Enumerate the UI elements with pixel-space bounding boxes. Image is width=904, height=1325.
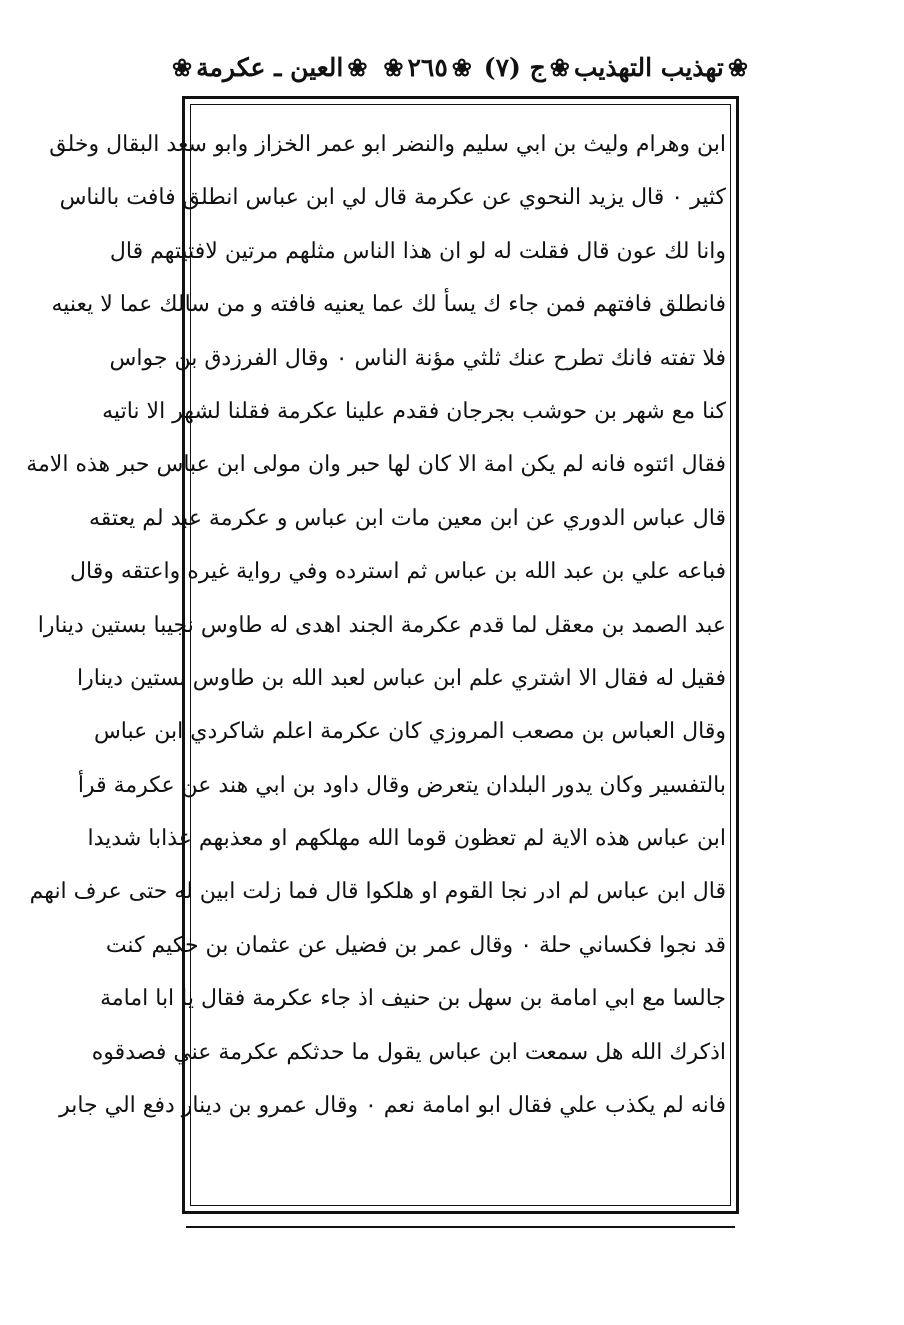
header-book-group [484,53,752,82]
text-line: فانه لم يكذب علي فقال ابو امامة نعم ٠ وقال عمرو بن دينار دفع الي جابر [59,1093,726,1119]
text-line: وقال العباس بن مصعب المروزي كان عكرمة اعلم شاكردي ابن عباس [93,719,726,745]
text-line: قال عباس الدوري عن ابن معين مات ابن عباس و عكرمة عبد لم يعتقه [89,505,726,531]
ornament-icon: ❀ [172,52,193,82]
book-title: تهذيب التهذيب [573,52,724,82]
text-line: فلا تفته فانك تطرح عنك ثلثي مؤنة الناس ٠ وقال الفرزدق بن جواس [109,345,726,371]
bottom-rule [186,1226,735,1228]
ornament-icon: ❀ [549,52,570,82]
text-line: فقال ائتوه فانه لم يكن امة الا كان لها حبر وان مولى ابن عباس حبر هذه الامة [26,452,726,478]
ornament-icon: ❀ [451,52,472,82]
text-line: فباعه علي بن عبد الله بن عباس ثم استرده وفي رواية غيره واعتقه وقال [70,559,726,585]
body-text [26,118,726,1208]
page-header [168,40,752,94]
text-line: كثير ٠ قال يزيد النحوي عن عكرمة قال لي ابن عباس انطلق فافت بالناس [59,185,726,211]
text-line: ابن عباس هذه الاية لم تعظون قوما الله مهلكهم او معذبهم عذابا شديدا [87,826,726,852]
header-page-group [379,53,476,82]
page-number: ٢٦٥ [407,52,448,82]
text-line: قد نجوا فكساني حلة ٠ وقال عمر بن فضيل عن عثمان بن حكيم كنت [105,932,726,958]
header-section-group [168,53,371,82]
text-line: جالسا مع ابي امامة بن سهل بن حنيف اذ جاء عكرمة فقال يا ابا امامة [100,986,726,1012]
ornament-icon: ❀ [347,52,368,82]
ornament-icon: ❀ [727,52,748,82]
text-line: قال ابن عباس لم ادر نجا القوم او هلكوا قال فما زلت ابين له حتى عرف انهم [29,879,726,905]
ornament-icon: ❀ [383,52,404,82]
text-line: كنا مع شهر بن حوشب بجرجان فقدم علينا عكرمة فقلنا لشهر الا ناتيه [102,398,726,424]
text-line: فقيل له فقال الا اشتري علم ابن عباس لعبد الله بن طاوس بستين دينارا [77,665,726,691]
text-line: فانطلق فافتهم فمن جاء ك يسأ لك عما يعنيه فافته و من سالك عما لا يعنيه [51,292,726,318]
section-title: العين ـ عكرمة [196,52,344,82]
text-line: وانا لك عون قال فقلت له لو ان هذا الناس مثلهم مرتين لافتيتهم قال [109,238,726,264]
text-line: ابن وهرام وليث بن ابي سليم والنضر ابو عمر الخزاز وابو سعد البقال وخلق [49,132,726,157]
text-line: اذكرك الله هل سمعت ابن عباس يقول ما حدثكم عكرمة عني فصدقوه [91,1039,726,1065]
text-line: بالتفسير وكان يدور البلدان يتعرض وقال داود بن ابي هند عن عكرمة قرأ [77,772,726,798]
text-line: عبد الصمد بن معقل لما قدم عكرمة الجند اهدى له طاوس نجيبا بستين دينارا [37,612,726,638]
volume-label: ج (٧) [483,52,546,82]
